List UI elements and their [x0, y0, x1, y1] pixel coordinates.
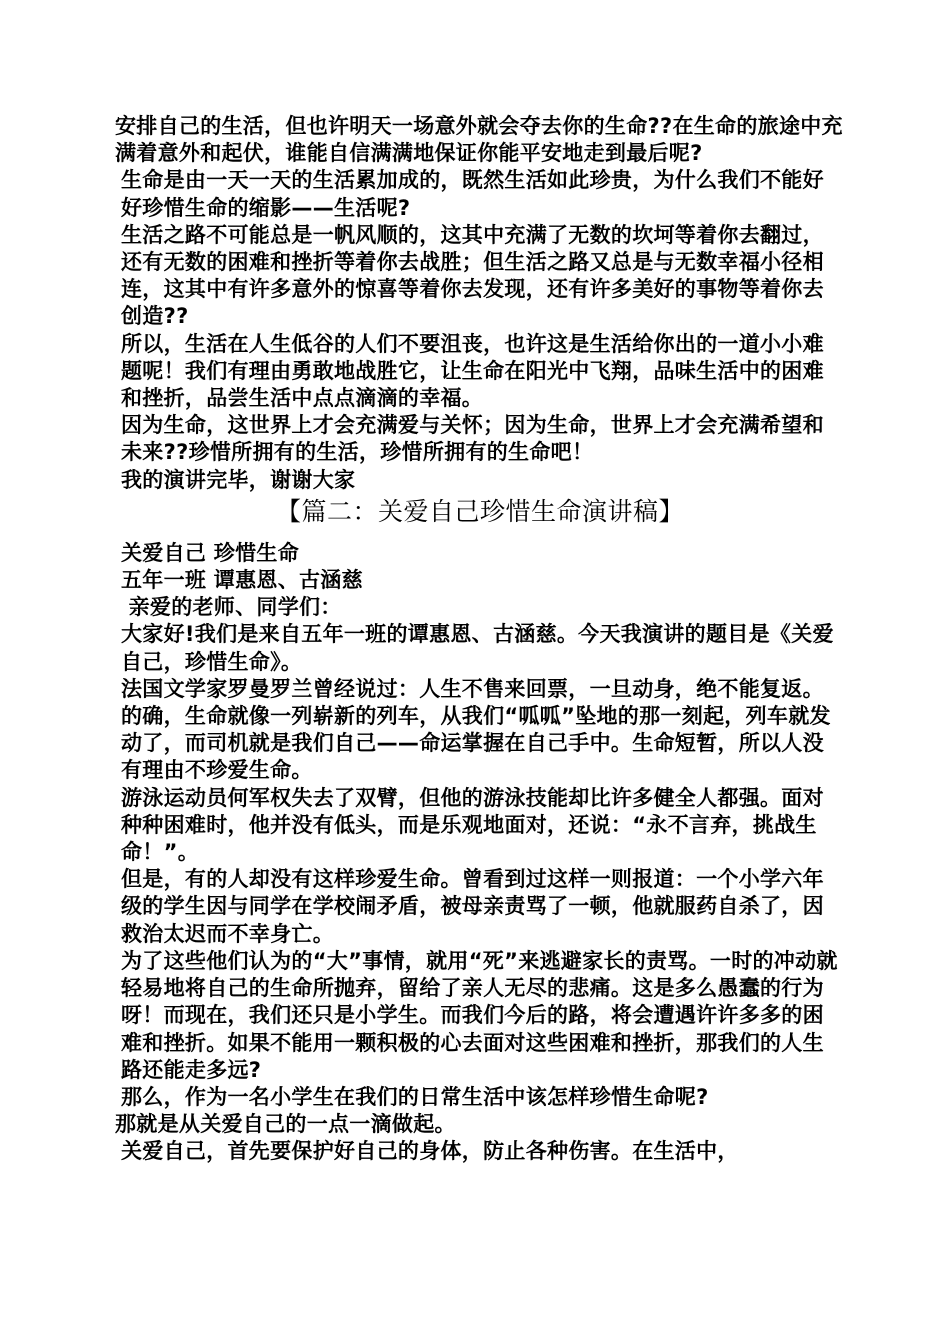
paragraph: 安排自己的生活，但也许明天一场意外就会夺去你的生命??在生命的旅途中充满着意外和起伏，谁能自信满满地保证你能平安地走到最后呢?: [115, 114, 843, 166]
bottom-section: [115, 540, 845, 1166]
paragraph: 生活之路不可能总是一帆风顺的，这其中充满了无数的坎坷等着你去翻过，还有无数的困难和挫折等着你去战胜；但生活之路又总是与无数幸福小径相连，这其中有许多意外的惊喜等着你去发现，还有许多美好的事物等着你去创造??: [121, 222, 824, 329]
top-section: [115, 113, 845, 494]
paragraph: 关爱自己，首先要保护好自己的身体，防止各种伤害。在生活中，: [121, 1139, 739, 1164]
paragraph: 那就是从关爱自己的一点一滴做起。: [115, 1112, 456, 1137]
speech-authors: 五年一班 谭惠恩、古涵慈: [121, 568, 363, 593]
paragraph: 因为生命，这世界上才会充满爱与关怀；因为生命，世界上才会充满希望和未来??珍惜所拥有的生活，珍惜所拥有的生命吧！: [121, 413, 824, 465]
greeting: 亲爱的老师、同学们：: [121, 595, 342, 620]
paragraph: 法国文学家罗曼罗兰曾经说过：人生不售来回票，一旦动身，绝不能复返。的确，生命就像一列崭新的列车，从我们“呱呱”坠地的那一刻起，列车就发动了，而司机就是我们自己——命运掌握在自己手中。生命短暂，所以人没有理由不珍爱生命。: [121, 676, 831, 783]
section-heading: 【篇二：关爱自己珍惜生命演讲稿】: [275, 496, 684, 526]
paragraph: 我的演讲完毕，谢谢大家: [121, 467, 356, 492]
document-page: [115, 113, 845, 1166]
paragraph: 那么，作为一名小学生在我们的日常生活中该怎样珍惜生命呢?: [121, 1084, 709, 1109]
paragraph: 所以，生活在人生低谷的人们不要沮丧，也许这是生活给你出的一道小小难题呢！我们有理由勇敢地战胜它，让生命在阳光中飞翔，品味生活中的困难和挫折，品尝生活中点点滴滴的幸福。: [121, 331, 824, 411]
paragraph: 大家好!我们是来自五年一班的谭惠恩、古涵慈。今天我演讲的题目是《关爱自己，珍惜生命》。: [121, 622, 834, 674]
paragraph: 游泳运动员何军权失去了双臂，但他的游泳技能却比许多健全人都强。面对种种困难时，他并没有低头，而是乐观地面对，还说：“永不言弃，挑战生命！”。: [121, 785, 824, 865]
speech-title: 关爱自己 珍惜生命: [121, 540, 300, 565]
paragraph: 为了这些他们认为的“大”事情，就用“死”来逃避家长的责骂。一时的冲动就轻易地将自己的生命所抛弃，留给了亲人无尽的悲痛。这是多么愚蠢的行为呀！而现在，我们还只是小学生。而我们今后的路，将会遭遇许许多多的困难和挫折。如果不能用一颗积极的心去面对这些困难和挫折，那我们的人生路还能走多远?: [121, 948, 838, 1082]
paragraph: 生命是由一天一天的生活累加成的，既然生活如此珍贵，为什么我们不能好好珍惜生命的缩影——生活呢?: [121, 168, 824, 220]
paragraph: 但是，有的人却没有这样珍爱生命。曾看到过这样一则报道：一个小学六年级的学生因与同学在学校闹矛盾，被母亲责骂了一顿，他就服药自杀了，因救治太迟而不幸身亡。: [121, 867, 824, 946]
